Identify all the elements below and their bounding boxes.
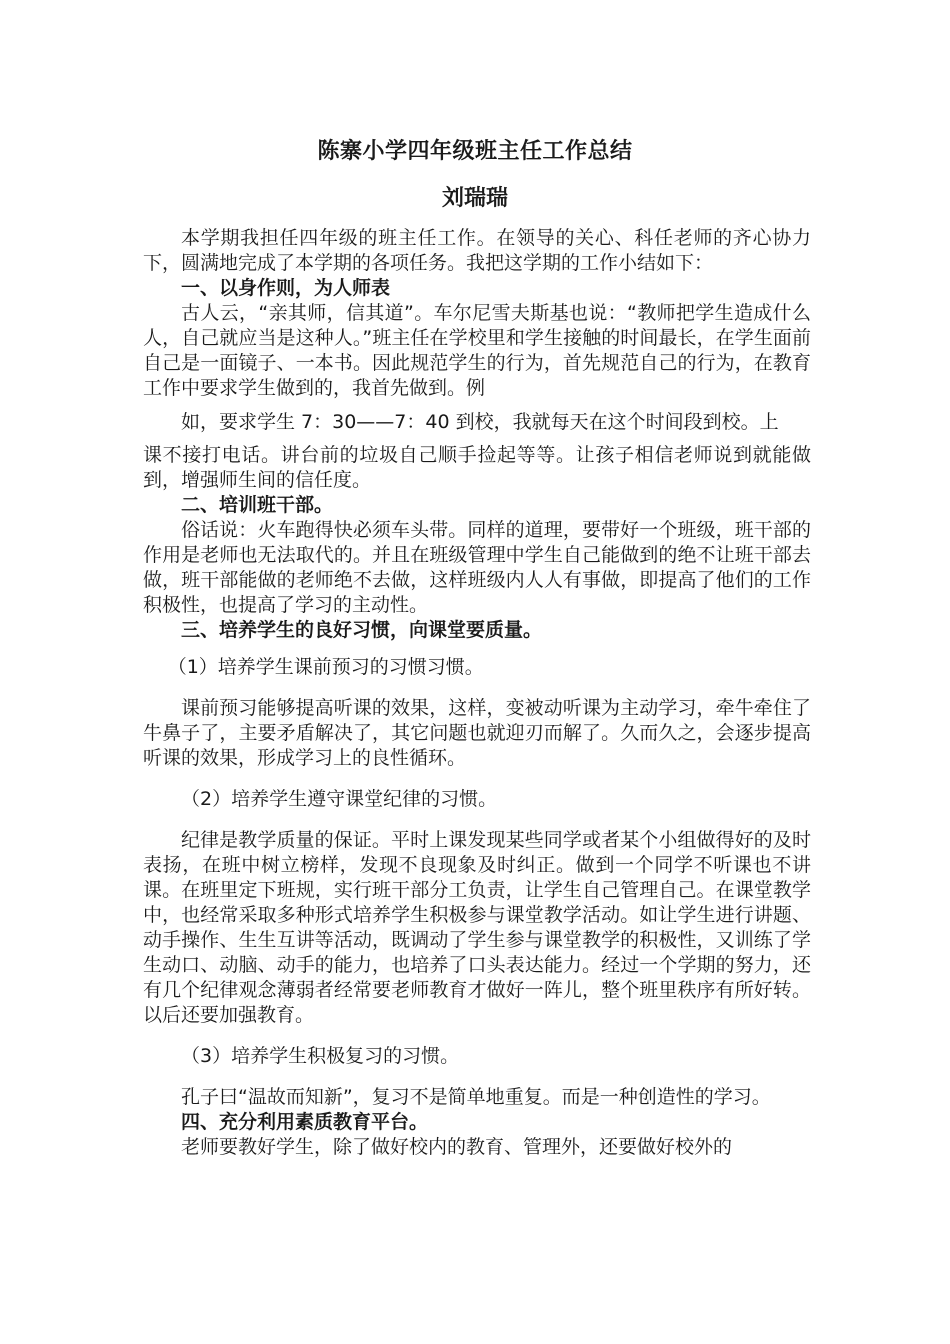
section-heading-3: 三、培养学生的良好习惯，向课堂要质量。 <box>181 619 543 641</box>
body-paragraph: 纪律是教学质量的保证。平时上课发现某些同学或者某个小组做得好的及时表扬，在班中树立榜样，发现不良现象及时纠正。做到一个同学不听课也不讲课。在班里定下班规，实行班干部分工负责，让学生自己管理自己。在课堂教学中，也经常采取多种形式培养学生积极参与课堂教学活动。如让学生进行讲题、动手操作、生生互讲等活动，既调动了学生参与课堂教学的积极性，又训练了学生动口、动脑、动手的能力，也培养了口头表达能力。经过一个学期的努力，还有几个纪律观念薄弱者经常要老师教育才做好一阵儿，整个班里秩序有所好转。以后还要加强教育。 <box>143 829 811 1026</box>
body-paragraph: 俗话说：火车跑得快必须车头带。同样的道理，要带好一个班级，班干部的作用是老师也无法取代的。并且在班级管理中学生自己能做到的绝不让班干部去做，班干部能做的老师绝不去做，这样班级内人人有事做，即提高了他们的工作积极性，也提高了学习的主动性。 <box>143 519 811 616</box>
section-heading-1: 一、以身作则，为人师表 <box>181 277 391 299</box>
body-paragraph: 老师要教好学生，除了做好校内的教育、管理外，还要做好校外的 <box>181 1136 733 1158</box>
subsection-heading: （1）培养学生课前预习的习惯习惯。 <box>167 656 484 678</box>
body-paragraph: 如，要求学生 7：30——7：40 到校，我就每天在这个时间段到校。上 <box>181 411 779 433</box>
intro-paragraph: 本学期我担任四年级的班主任工作。在领导的关心、科任老师的齐心协力下，圆满地完成了本学期的各项任务。我把这学期的工作小结如下： <box>143 227 811 274</box>
body-paragraph: 孔子曰“温故而知新”，复习不是简单地重复。而是一种创造性的学习。 <box>181 1086 771 1108</box>
section-heading-2: 二、培训班干部。 <box>181 494 334 516</box>
body-paragraph: 古人云，“亲其师，信其道”。车尔尼雪夫斯基也说：“教师把学生造成什么人，自己就应当是这种人。”班主任在学校里和学生接触的时间最长，在学生面前自己是一面镜子、一本书。因此规范学生的行为，首先规范自己的行为，在教育工作中要求学生做到的，我首先做到。例 <box>143 302 811 399</box>
subsection-heading: （3）培养学生积极复习的习惯。 <box>181 1045 460 1067</box>
document-body <box>143 226 811 1160</box>
body-paragraph: 课前预习能够提高听课的效果，这样，变被动听课为主动学习，牵牛牵住了牛鼻子了，主要矛盾解决了，其它问题也就迎刃而解了。久而久之，会逐步提高听课的效果，形成学习上的良性循环。 <box>143 697 811 769</box>
author-name: 刘瑞瑞 <box>441 186 508 211</box>
body-paragraph: 课不接打电话。讲台前的垃圾自己顺手捡起等等。让孩子相信老师说到就能做到，增强师生间的信任度。 <box>143 444 811 491</box>
document-title: 陈寨小学四年级班主任工作总结 <box>317 139 633 164</box>
section-heading-4: 四、充分利用素质教育平台。 <box>181 1111 429 1133</box>
subsection-heading: （2）培养学生遵守课堂纪律的习惯。 <box>181 788 498 810</box>
